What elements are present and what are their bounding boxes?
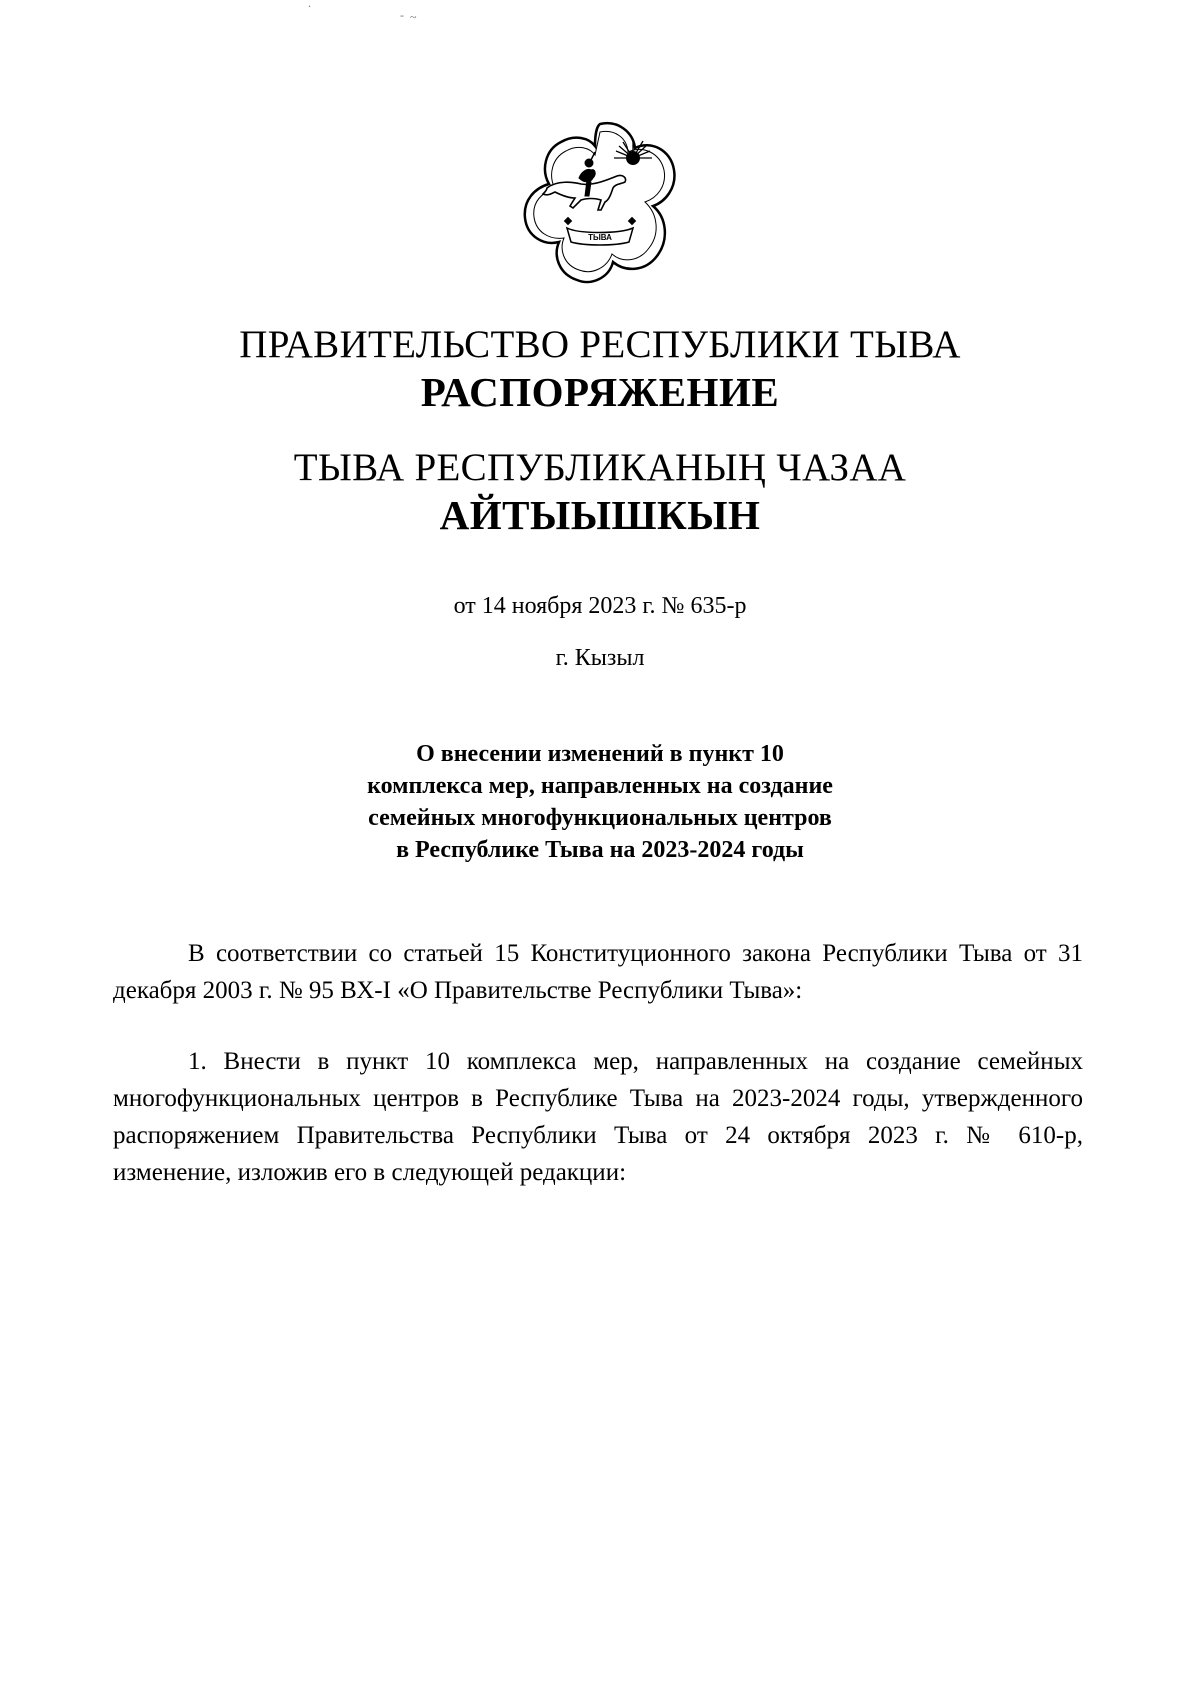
sun-icon: [614, 140, 652, 165]
coat-of-arms-emblem: [515, 118, 685, 288]
emblem-banner-text: ТЫВА: [588, 233, 612, 242]
scan-artifact: -: [400, 8, 404, 22]
scan-artifact: ~: [410, 10, 417, 24]
scan-artifact: .: [308, 0, 311, 10]
document-type-tyv: АЙТЫЫШКЫН: [439, 492, 761, 538]
document-city: г. Кызыл: [555, 645, 645, 671]
emblem-ornament-icon: [564, 217, 636, 225]
preamble-paragraph: В соответствии со статьей 15 Конституционного закона Республики Тыва от 31 декабря 2003 г. № 95 ВХ-I «О Правительстве Республики Тыва»:: [113, 940, 1083, 1004]
clause-1-paragraph: 1. Внести в пункт 10 комплекса мер, направленных на создание семейных многофункциональных центров в Республике Тыва на 2023-2024 годы, утвержденного распоряжением Правительства Республики Тыва от 24 октября 2023 г. № 610-р, изменение, изложив его в следующей редакции:: [113, 1048, 1083, 1186]
document-title-line: семейных многофункциональных центров: [368, 805, 832, 831]
government-name-ru: ПРАВИТЕЛЬСТВО РЕСПУБЛИКИ ТЫВА: [239, 323, 961, 366]
government-name-tyv: ТЫВА РЕСПУБЛИКАНЫҢ ЧАЗАА: [293, 446, 907, 489]
document-title-line: в Республике Тыва на 2023-2024 годы: [396, 837, 804, 863]
document-title-line: комплекса мер, направленных на создание: [367, 773, 833, 799]
document-title-line: О внесении изменений в пункт 10: [416, 741, 784, 767]
document-title: [0, 738, 1200, 866]
document-date-number: от 14 ноября 2023 г. № 635-р: [453, 593, 747, 619]
document-type-ru: РАСПОРЯЖЕНИЕ: [420, 369, 780, 415]
